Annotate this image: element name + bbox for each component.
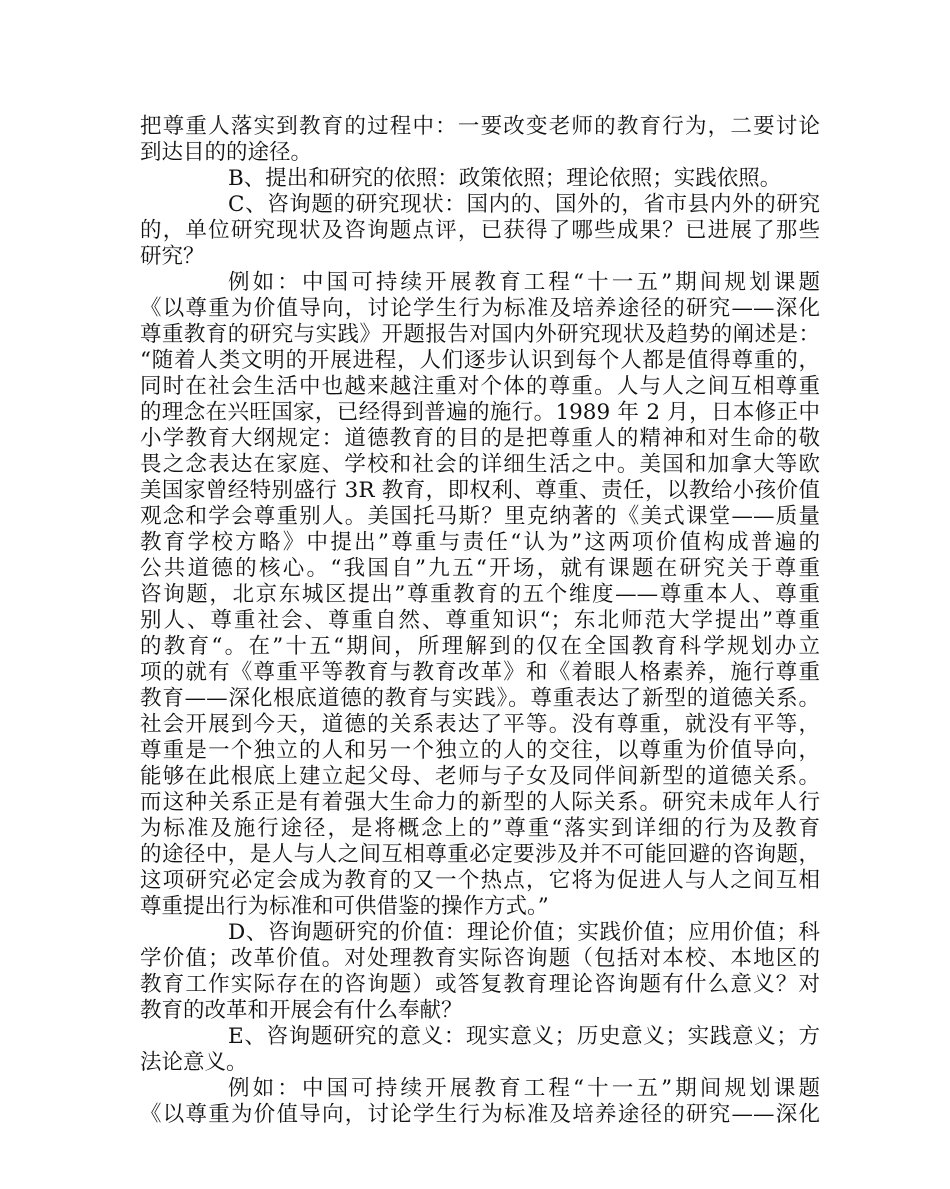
paragraph-line: 公共道德的核心。“我国自”九五“开场，就有课题在研究关于尊重 [140,556,820,581]
paragraph-line: 尊重是一个独立的人和另一个独立的人的交往，以尊重为价值导向， [140,738,820,763]
section-d-heading: D、咨询题研究的价值：理论价值；实践价值；应用价值；科 [228,920,820,945]
paragraph-line: 别人、尊重社会、尊重自然、尊重知识“；东北师范大学提出”尊重 [140,608,820,633]
paragraph-line: 到达目的的途径。 [140,140,313,165]
section-c-heading: C、咨询题的研究现状：国内的、国外的，省市县内外的研究 [228,192,820,217]
paragraph-line: 把尊重人落实到教育的过程中：一要改变老师的教育行为，二要讨论 [140,114,820,139]
paragraph-line: 教育学校方略》中提出”尊重与责任“认为”这两项价值构成普遍的 [140,530,820,555]
paragraph-line: 尊重教育的研究与实践》开题报告对国内外研究现状及趋势的阐述是： [140,322,820,347]
paragraph-line: 这项研究必定会成为教育的又一个热点，它将为促进人与人之间互相 [140,868,820,893]
paragraph-line: 学价值；改革价值。对处理教育实际咨询题（包括对本校、本地区的 [140,946,820,971]
paragraph-line: 的理念在兴旺国家，已经得到普遍的施行。1989 年 2 月，日本修正中 [140,400,820,425]
paragraph-line: 《以尊重为价值导向，讨论学生行为标准及培养途径的研究——深化 [140,1102,820,1127]
paragraph-line: 小学教育大纲规定：道德教育的目的是把尊重人的精神和对生命的敬 [140,426,820,451]
paragraph-line: 社会开展到今天，道德的关系表达了平等。没有尊重，就没有平等， [140,712,820,737]
paragraph-line: 而这种关系正是有着强大生命力的新型的人际关系。研究未成年人行 [140,790,820,815]
paragraph-line: 观念和学会尊重别人。美国托马斯？里克纳著的《美式课堂——质量 [140,504,820,529]
document-page [140,114,820,1128]
paragraph-line: 教育——深化根底道德的教育与实践》。尊重表达了新型的道德关系。 [140,686,820,711]
paragraph-line: 教育工作实际存在的咨询题）或答复教育理论咨询题有什么意义？对 [140,972,820,997]
paragraph-line: 畏之念表达在家庭、学校和社会的详细生活之中。美国和加拿大等欧 [140,452,820,477]
paragraph-line: “随着人类文明的开展进程，人们逐步认识到每个人都是值得尊重的， [140,348,820,373]
paragraph-line: 同时在社会生活中也越来越注重对个体的尊重。人与人之间互相尊重 [140,374,820,399]
paragraph-line: 《以尊重为价值导向，讨论学生行为标准及培养途径的研究——深化 [140,296,820,321]
paragraph-line: 的教育“。在”十五“期间，所理解到的仅在全国教育科学规划办立 [140,634,820,659]
paragraph-line: 为标准及施行途径，是将概念上的”尊重“落实到详细的行为及教育 [140,816,820,841]
paragraph-line: 项的就有《尊重平等教育与教育改革》和《着眼人格素养，施行尊重 [140,660,820,685]
paragraph-line: 研究？ [140,244,205,269]
paragraph-line: 的，单位研究现状及咨询题点评，已获得了哪些成果？已进展了那些 [140,218,820,243]
paragraph-line: 法论意义。 [140,1050,248,1075]
paragraph-line: 教育的改革和开展会有什么奉献？ [140,998,463,1023]
paragraph-line: 尊重提出行为标准和可供借鉴的操作方式。” [140,894,549,919]
example-paragraph-start: 例如：中国可持续开展教育工程“十一五”期间规划课题 [228,1076,820,1101]
section-b-heading: B、提出和研究的依照：政策依照；理论依照；实践依照。 [228,166,782,191]
example-paragraph-start: 例如：中国可持续开展教育工程“十一五”期间规划课题 [228,270,820,295]
paragraph-line: 美国家曾经特别盛行 3R 教育，即权利、尊重、责任，以教给小孩价值 [140,478,820,503]
paragraph-line: 的途径中，是人与人之间互相尊重必定要涉及并不可能回避的咨询题， [140,842,820,867]
paragraph-line: 能够在此根底上建立起父母、老师与子女及同伴间新型的道德关系。 [140,764,820,789]
section-e-heading: E、咨询题研究的意义：现实意义；历史意义；实践意义；方 [228,1024,820,1049]
paragraph-line: 咨询题，北京东城区提出”尊重教育的五个维度——尊重本人、尊重 [140,582,820,607]
